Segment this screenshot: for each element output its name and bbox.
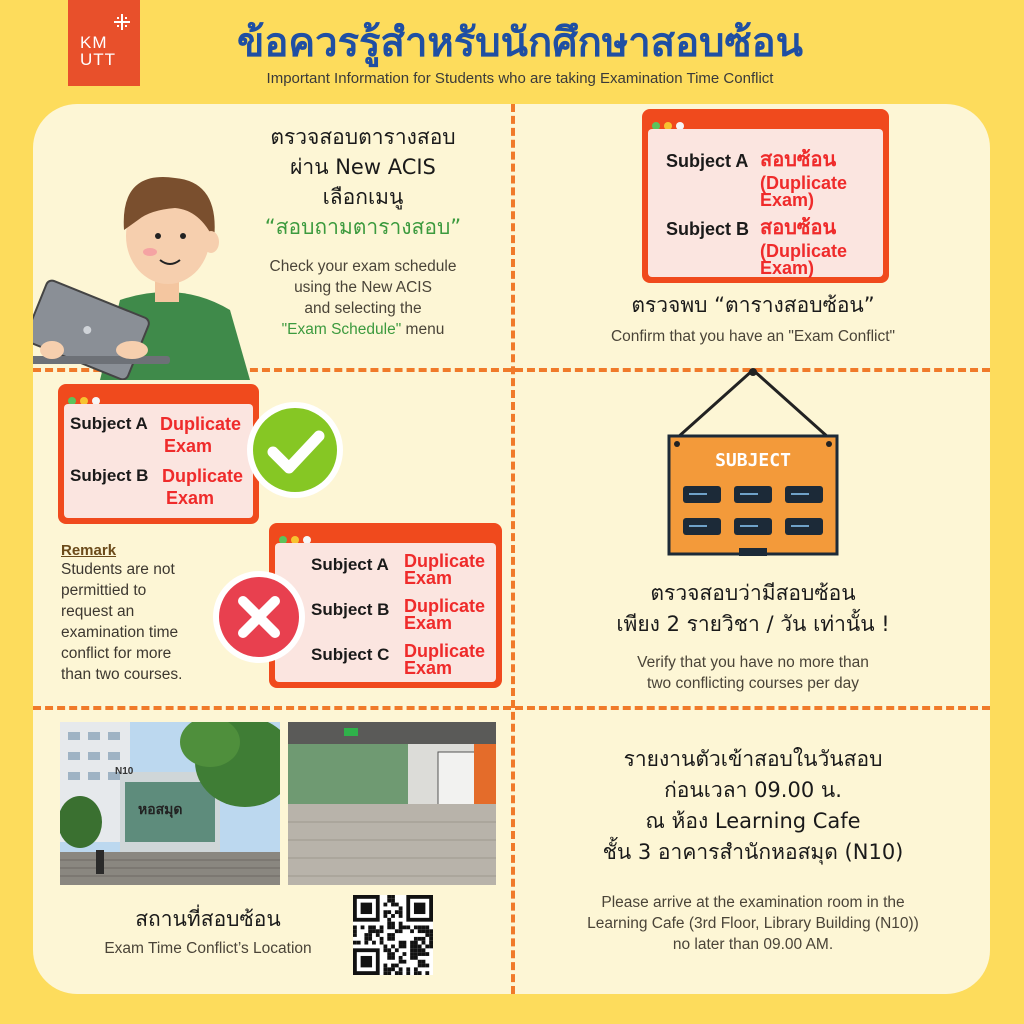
step6-text: [523, 744, 983, 955]
cross-icon: [209, 567, 309, 667]
status-en-b-1: (Duplicate: [760, 241, 848, 261]
checkmark-icon: [243, 398, 347, 502]
bad-status-c-2: Exam: [404, 658, 453, 678]
step6-th-line1: รายงานตัวเข้าสอบในวันสอบ: [623, 747, 883, 771]
card-row-subject-a: Subject A: [666, 151, 749, 171]
bad-subject-a: Subject A: [311, 555, 389, 574]
card-body: [648, 129, 883, 277]
remark-line-3: request an: [61, 603, 135, 620]
library-building-photo: [60, 722, 280, 885]
step1-th-line2: ผ่าน New ACIS: [290, 155, 436, 179]
ok-status-a-2: Exam: [164, 436, 213, 456]
ok-status-a-1: Duplicate: [160, 414, 242, 434]
ok-subject-b: Subject B: [70, 466, 149, 485]
remark-line-1: Students are not: [61, 561, 175, 578]
remark-line-6: than two courses.: [61, 666, 183, 683]
bad-status-b-1: Duplicate: [404, 596, 486, 616]
board-label: SUBJECT: [715, 450, 791, 471]
bad-status-b-2: Exam: [404, 613, 453, 633]
divider-right-2: [515, 706, 990, 710]
step4-en-line1: Verify that you have no more than: [637, 654, 869, 671]
bad-status-a: [404, 553, 485, 587]
info-panel: [33, 104, 990, 994]
ok-status-b-2: Exam: [166, 488, 215, 508]
page-title: ข้อควรรู้สำหรับนักศึกษาสอบซ้อน: [236, 20, 803, 66]
step1-en-line2: using the New ACIS: [294, 279, 432, 296]
step4-th-line2: เพียง 2 รายวิชา / วัน เท่านั้น !: [616, 612, 890, 636]
status-en-a-1: (Duplicate: [760, 173, 848, 193]
bad-status-a-1: Duplicate: [404, 551, 486, 571]
step1-th-line1: ตรวจสอบตารางสอบ: [270, 125, 456, 149]
step1-th-menu: “สอบถามตารางสอบ”: [264, 215, 462, 239]
step5-text: [73, 904, 343, 959]
exam-schedule-card: [642, 109, 889, 283]
remark-line-2: permittied to: [61, 582, 147, 599]
bad-status-b: [404, 598, 485, 632]
qr-code-icon[interactable]: [353, 895, 433, 975]
bad-subject-c: Subject C: [311, 645, 390, 664]
remark-line-5: conflict for more: [61, 645, 172, 662]
card-body: [64, 404, 253, 518]
remark: [61, 542, 221, 685]
card-row-status-a: [760, 143, 847, 209]
bad-status-a-2: Exam: [404, 568, 453, 588]
ok-status-a: [160, 413, 241, 457]
page-subtitle: Important Information for Students who are taking Examination Time Conflict: [266, 70, 774, 87]
step6-th-line4: ชั้น 3 อาคารสำนักหอสมุด (N10): [602, 840, 904, 864]
step1-en-line4: [223, 319, 503, 340]
status-th-a: สอบซ้อน: [760, 147, 837, 171]
divider-left-2: [33, 706, 511, 710]
vertical-divider: [511, 104, 515, 994]
logo-spark-icon: [114, 14, 130, 30]
status-en-a-2: Exam): [760, 190, 815, 210]
remark-title: Remark: [61, 542, 117, 559]
status-en-b-2: Exam): [760, 258, 815, 278]
step5-en: Exam Time Conflict’s Location: [104, 940, 312, 957]
step5-th: สถานที่สอบซ้อน: [135, 907, 281, 931]
status-th-b: สอบซ้อน: [760, 215, 837, 239]
step4-th-line1: ตรวจสอบว่ามีสอบซ้อน: [650, 581, 856, 605]
step1-en-line3: and selecting the: [304, 300, 422, 317]
learning-cafe-photo: [288, 722, 496, 885]
photo-building-sign: หอสมุด: [138, 802, 183, 818]
step6-th-line3: ณ ห้อง Learning Cafe: [645, 809, 861, 833]
step6-th-line2: ก่อนเวลา 09.00 น.: [664, 778, 842, 802]
remark-line-4: examination time: [61, 624, 179, 641]
card-row-status-b: [760, 211, 847, 277]
step6-en-line2: Learning Cafe (3rd Floor, Library Building (N10)): [587, 915, 919, 932]
step1-en-menu: "Exam Schedule": [281, 321, 402, 338]
step6-en-line1: Please arrive at the examination room in the: [601, 894, 905, 911]
bad-status-c: [404, 643, 485, 677]
bad-status-c-1: Duplicate: [404, 641, 486, 661]
step4-text: [523, 578, 983, 694]
allowed-card: [58, 384, 259, 524]
ok-status-b-1: Duplicate: [162, 466, 244, 486]
step1-text: [223, 122, 503, 340]
kmutt-logo: [68, 0, 140, 86]
step2-th: ตรวจพบ “ตารางสอบซ้อน”: [631, 293, 875, 317]
step1-en-menu-suffix: menu: [401, 321, 445, 338]
bad-subject-b: Subject B: [311, 600, 390, 619]
step2-text: [533, 290, 973, 347]
subject-board-icon: [663, 366, 843, 556]
card-row-subject-b: Subject B: [666, 219, 750, 239]
step1-en-line1: Check your exam schedule: [269, 258, 457, 275]
ok-subject-a: Subject A: [70, 414, 148, 433]
step4-en-line2: two conflicting courses per day: [647, 675, 859, 692]
step2-en: Confirm that you have an "Exam Conflict": [610, 328, 896, 345]
photo-building-code: N10: [115, 766, 134, 777]
logo-text: KM UTT: [80, 33, 117, 69]
ok-status-b: [162, 465, 243, 509]
step6-en-line3: no later than 09.00 AM.: [672, 936, 834, 953]
step1-th-line3: เลือกเมนู: [322, 185, 404, 209]
